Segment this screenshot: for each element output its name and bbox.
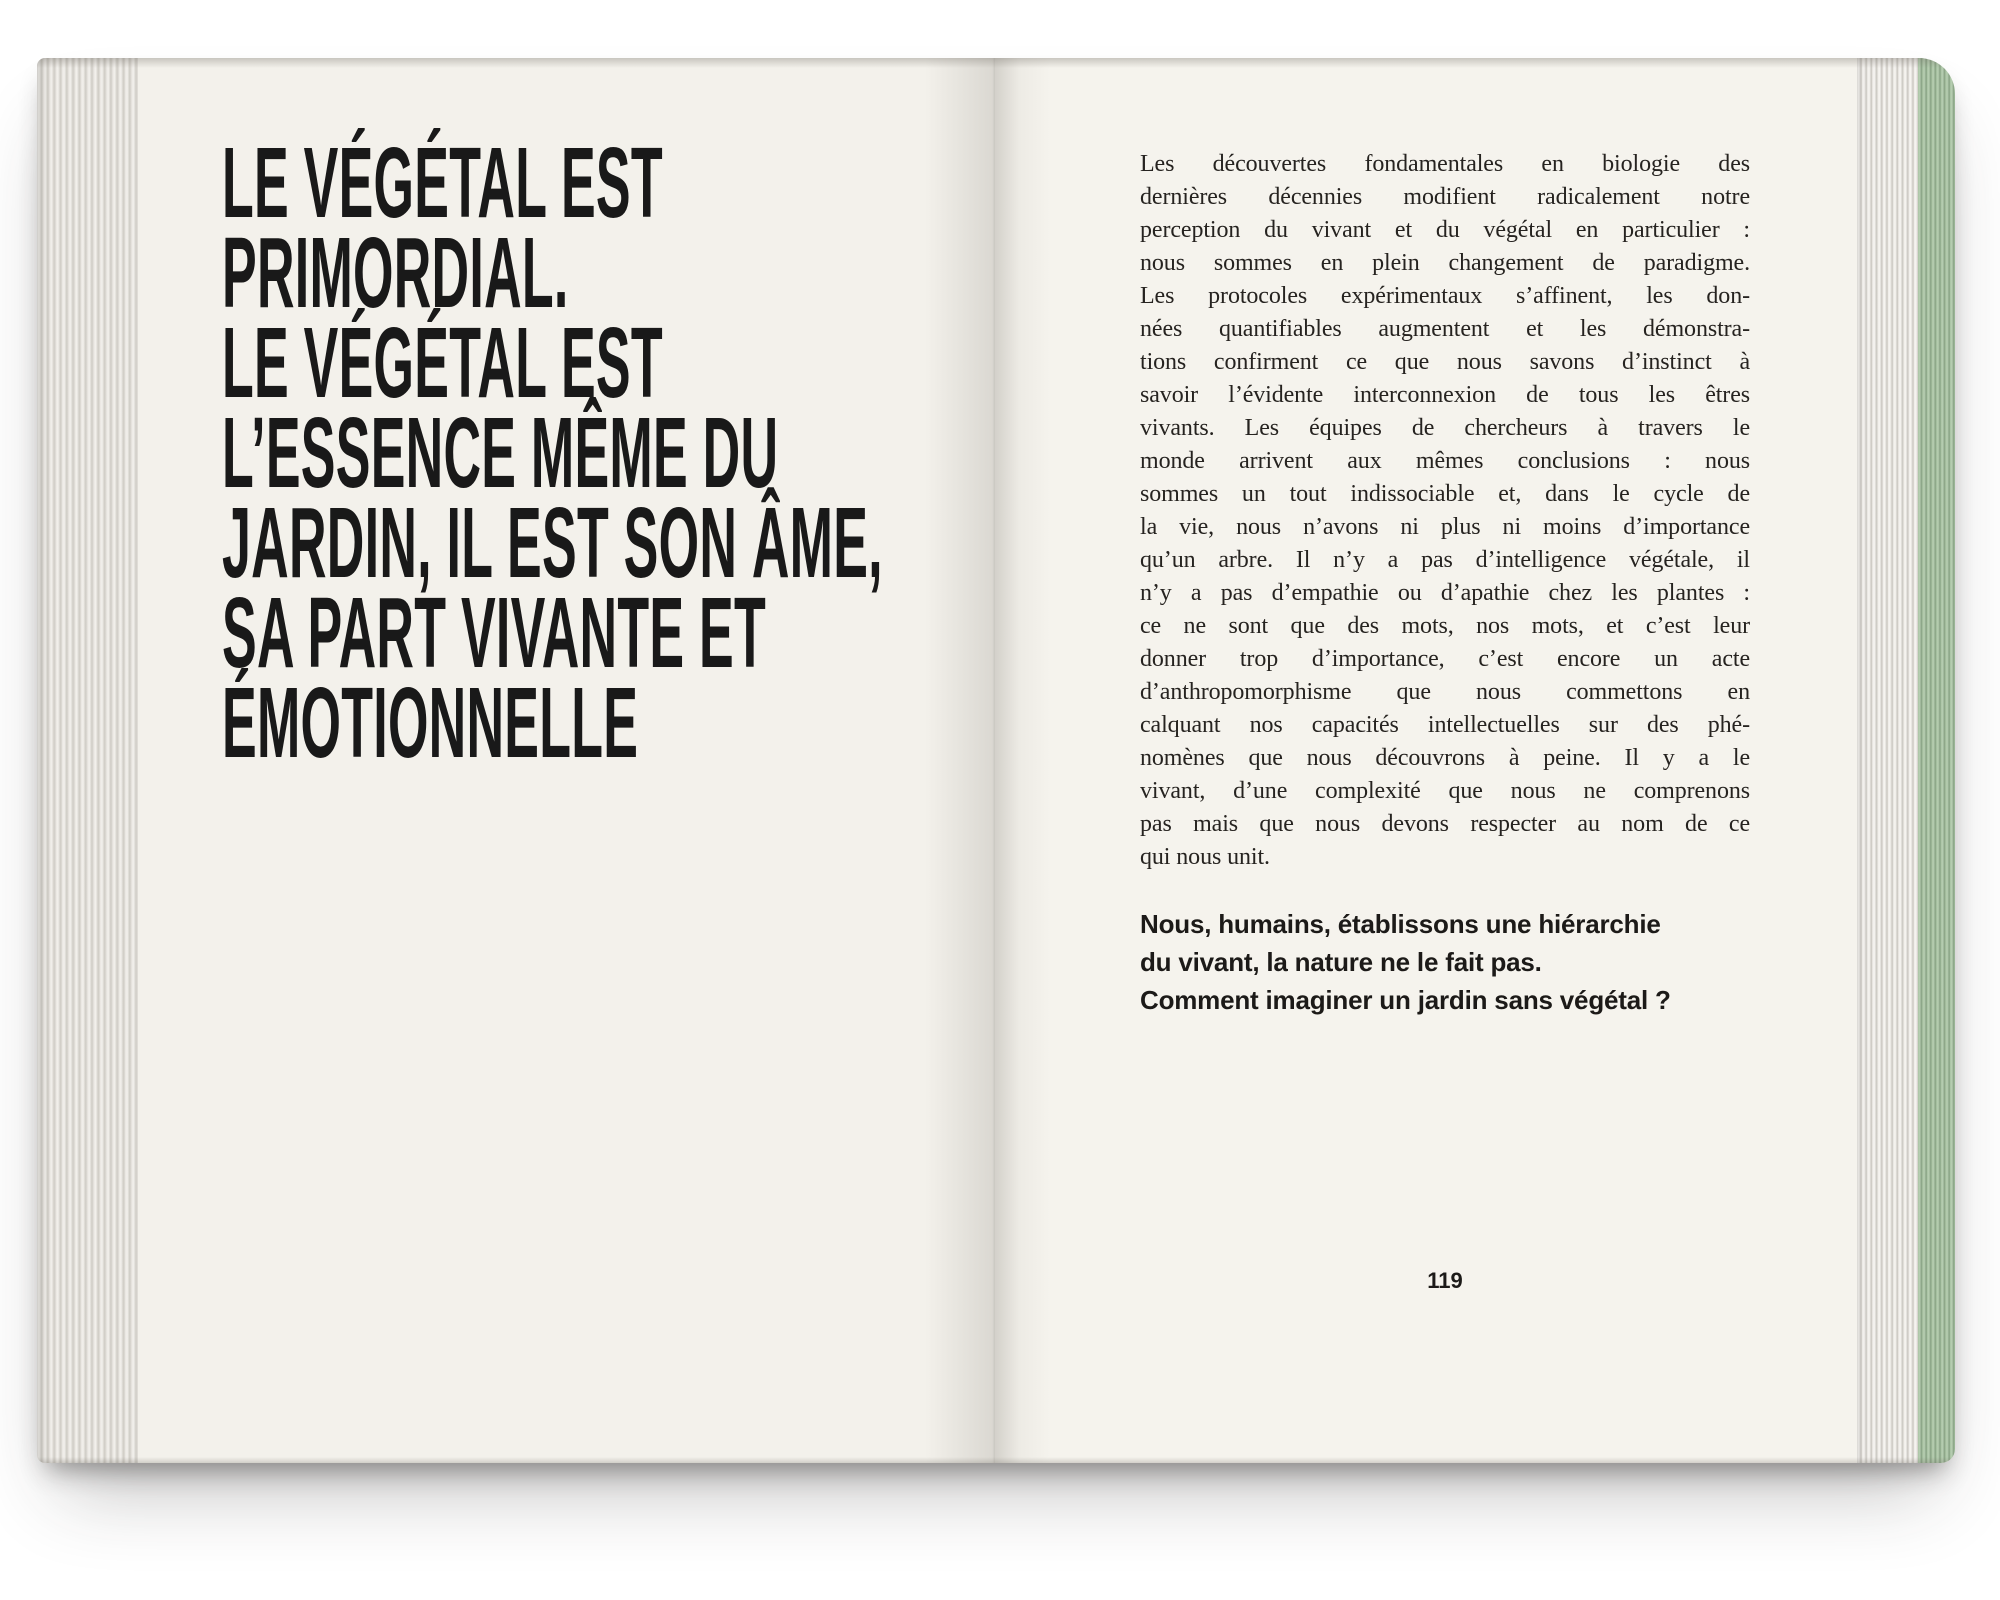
body-line: nous sommes en plein changement de paradigme. [1140, 250, 1750, 276]
body-line: ce ne sont que des mots, nos mots, et c’est leur [1140, 613, 1750, 639]
body-line: monde arrivent aux mêmes conclusions : nous [1140, 448, 1750, 474]
body-line: d’anthropomorphisme que nous commettons en [1140, 679, 1750, 705]
body-line: nomènes que nous découvrons à peine. Il y a le [1140, 745, 1750, 771]
headline-line: SA PART VIVANTE ET [222, 577, 766, 689]
body-line: la vie, nous n’avons ni plus ni moins d’importance [1140, 514, 1750, 540]
body-line: Les découvertes fondamentales en biologie des [1140, 151, 1750, 177]
headline-line: LE VÉGÉTAL EST [222, 127, 663, 239]
headline-line: L’ESSENCE MÊME DU [222, 397, 779, 509]
emphasis-paragraph [1140, 905, 1760, 1019]
headline [222, 127, 883, 779]
body-line: nées quantifiables augmentent et les démonstra- [1140, 316, 1750, 342]
open-book [37, 58, 1955, 1463]
right-page-edges [1857, 58, 1918, 1463]
body-line: qui nous unit. [1140, 844, 1270, 870]
right-green-page-edges [1918, 58, 1955, 1463]
emphasis-line: Nous, humains, établissons une hiérarchie [1140, 909, 1661, 939]
body-line: savoir l’évidente interconnexion de tous les êtres [1140, 382, 1750, 408]
body-line: vivant, d’une complexité que nous ne comprenons [1140, 778, 1750, 804]
body-line: vivants. Les équipes de chercheurs à travers le [1140, 415, 1750, 441]
headline-line: JARDIN, IL EST SON ÂME, [222, 487, 883, 599]
body-line: n’y a pas d’empathie ou d’apathie chez les plantes : [1140, 580, 1750, 606]
body-line: pas mais que nous devons respecter au nom de ce [1140, 811, 1750, 837]
body-line: donner trop d’importance, c’est encore un acte [1140, 646, 1750, 672]
body-line: sommes un tout indissociable et, dans le cycle de [1140, 481, 1750, 507]
body-paragraph [1140, 148, 1750, 874]
left-fore-edge-pages [37, 58, 138, 1463]
body-line: calquant nos capacités intellectuelles sur des phé- [1140, 712, 1750, 738]
headline-line: ÉMOTIONNELLE [222, 667, 639, 779]
emphasis-line: du vivant, la nature ne le fait pas. [1140, 947, 1542, 977]
body-line: dernières décennies modifient radicalement notre [1140, 184, 1750, 210]
body-line: perception du vivant et du végétal en particulier : [1140, 217, 1750, 243]
body-line: Les protocoles expérimentaux s’affinent, les don- [1140, 283, 1750, 309]
emphasis-line: Comment imaginer un jardin sans végétal ? [1140, 985, 1671, 1015]
body-line: qu’un arbre. Il n’y a pas d’intelligence végétale, il [1140, 547, 1750, 573]
page-number: 119 [1427, 1268, 1463, 1293]
headline-line: PRIMORDIAL. [222, 217, 569, 329]
body-line: tions confirment ce que nous savons d’instinct à [1140, 349, 1750, 375]
headline-line: LE VÉGÉTAL EST [222, 307, 663, 419]
